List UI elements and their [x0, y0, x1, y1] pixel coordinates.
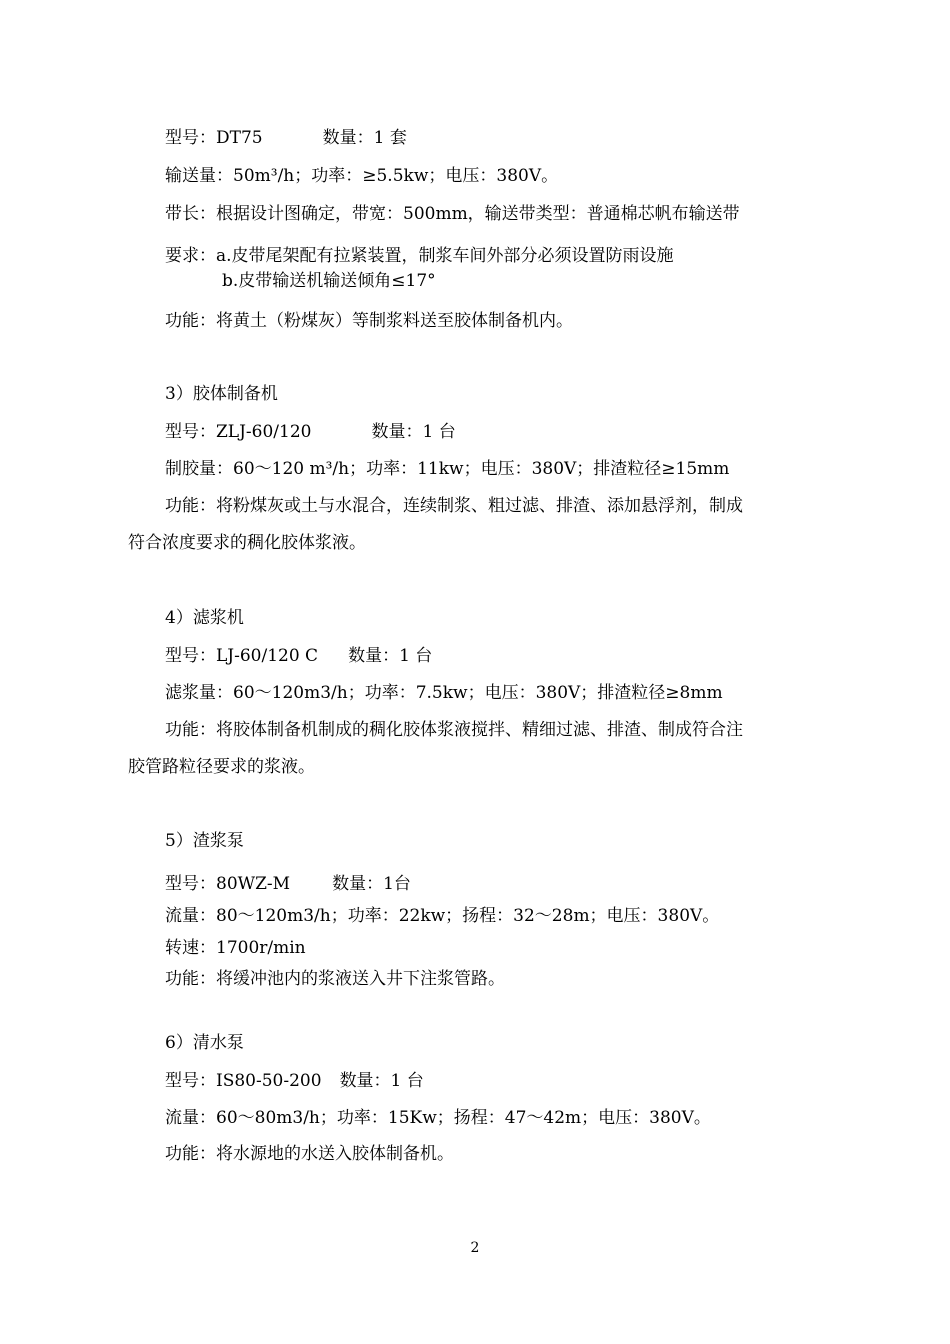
- s3-function-2: 符合浓度要求的稠化胶体浆液。: [128, 533, 366, 553]
- s6-model-line: [165, 1070, 424, 1092]
- s2-requirement-b: b.皮带输送机输送倾角≤17°: [222, 271, 436, 291]
- s4-qty: 数量：1 台: [348, 646, 433, 666]
- s6-function: 功能：将水源地的水送入胶体制备机。: [165, 1144, 454, 1164]
- s5-heading: 5）渣浆泵: [165, 831, 244, 851]
- s3-model: 型号：ZLJ-60/120: [165, 422, 312, 442]
- s3-model-line: [165, 421, 456, 443]
- s6-flow: 流量：60～80m3/h；功率：15Kw；扬程：47～42m；电压：380V。: [165, 1108, 711, 1128]
- s2-requirement-a: 要求：a.皮带尾架配有拉紧装置，制浆车间外部分必须设置防雨设施: [165, 246, 674, 266]
- s3-capacity: 制胶量：60～120 m³/h；功率：11kw；电压：380V；排渣粒径≥15mm: [165, 459, 730, 479]
- s2-model: 型号：DT75: [165, 128, 263, 148]
- s2-model-line: [165, 127, 407, 149]
- s3-function-1: 功能：将粉煤灰或土与水混合，连续制浆、粗过滤、排渣、添加悬浮剂，制成: [165, 496, 743, 516]
- s6-model: 型号：IS80-50-200: [165, 1071, 322, 1091]
- s2-function: 功能：将黄土（粉煤灰）等制浆料送至胶体制备机内。: [165, 311, 573, 331]
- s4-function-2: 胶管路粒径要求的浆液。: [128, 757, 315, 777]
- s6-heading: 6）清水泵: [165, 1033, 244, 1053]
- s5-qty: 数量：1台: [332, 874, 411, 894]
- s5-speed: 转速：1700r/min: [165, 938, 306, 958]
- s5-function: 功能：将缓冲池内的浆液送入井下注浆管路。: [165, 969, 505, 989]
- s3-qty: 数量：1 台: [371, 422, 456, 442]
- s2-belt: 带长：根据设计图确定，带宽：500mm，输送带类型：普通棉芯帆布输送带: [165, 204, 740, 224]
- s4-model-line: [165, 645, 432, 667]
- s4-heading: 4）滤浆机: [165, 608, 244, 628]
- s6-qty: 数量：1 台: [339, 1071, 424, 1091]
- s4-capacity: 滤浆量：60～120m3/h；功率：7.5kw；电压：380V；排渣粒径≥8mm: [165, 683, 723, 703]
- s2-qty: 数量：1 套: [322, 128, 407, 148]
- s4-model: 型号：LJ-60/120 C: [165, 646, 319, 666]
- page-number: 2: [470, 1240, 480, 1256]
- s2-capacity: 输送量：50m³/h；功率：≥5.5kw；电压：380V。: [165, 166, 559, 186]
- s5-model-line: [165, 873, 411, 895]
- s5-flow: 流量：80～120m3/h；功率：22kw；扬程：32～28m；电压：380V。: [165, 906, 720, 926]
- s3-heading: 3）胶体制备机: [165, 384, 278, 404]
- s4-function-1: 功能：将胶体制备机制成的稠化胶体浆液搅拌、精细过滤、排渣、制成符合注: [165, 720, 743, 740]
- s5-model: 型号：80WZ-M: [165, 874, 291, 894]
